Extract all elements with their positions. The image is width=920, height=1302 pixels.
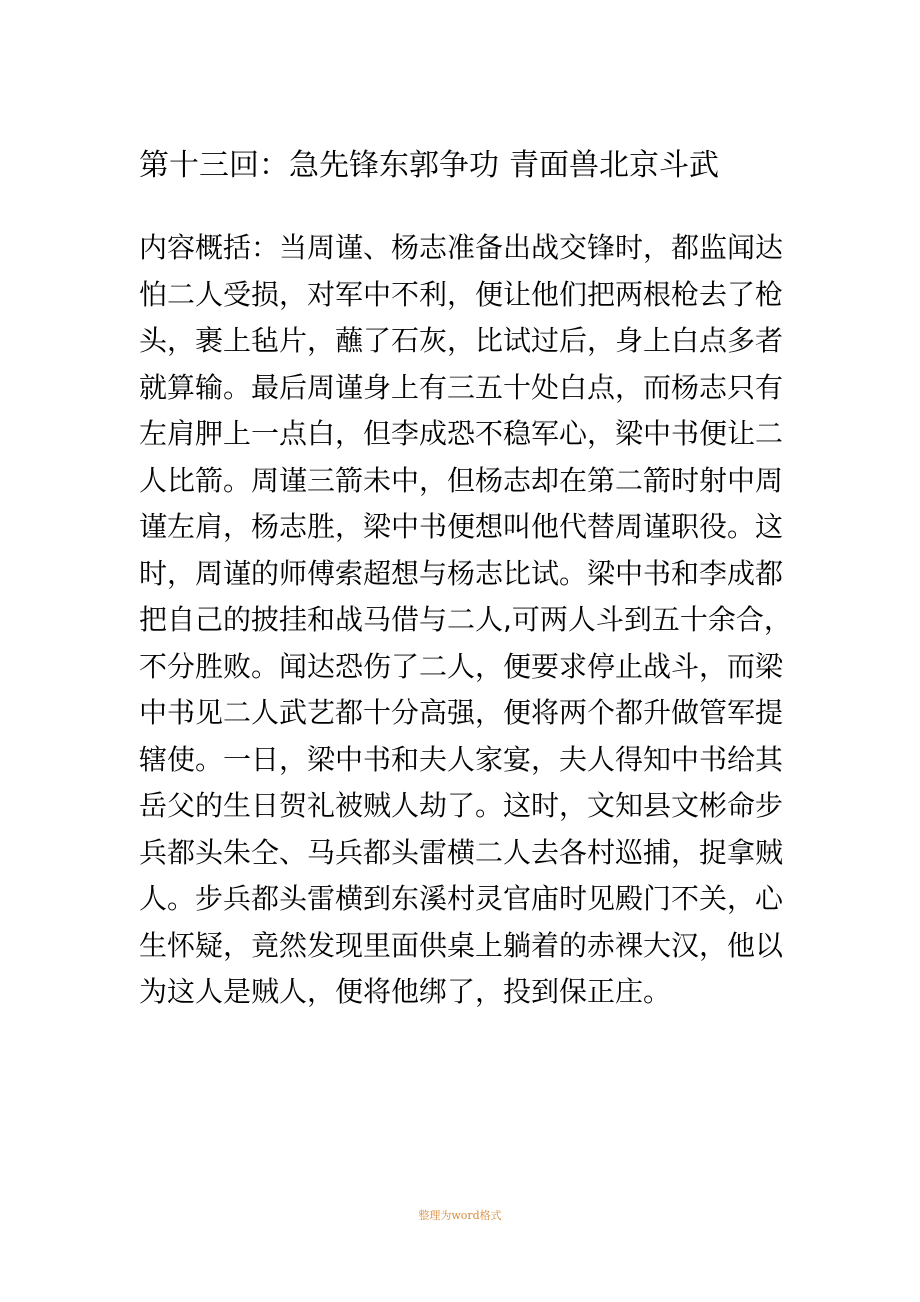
paragraph-line: 人比箭。周谨三箭未中，但杨志却在第二箭时射中周 bbox=[139, 463, 784, 497]
paragraph-line: 人。步兵都头雷横到东溪村灵官庙时见殿门不关，心 bbox=[139, 882, 784, 915]
paragraph-line: 头，裹上毡片，蘸了石灰，比试过后，身上白点多者 bbox=[139, 324, 784, 357]
paragraph-line: 兵都头朱仝、马兵都头雷横二人去各村巡捕，捉拿贼 bbox=[139, 835, 784, 869]
paragraph-line: 怕二人受损，对军中不利，便让他们把两根枪去了枪 bbox=[139, 277, 784, 311]
paragraph-line: 内容概括：当周谨、杨志准备出战交锋时，都监闻达 bbox=[139, 231, 784, 264]
chapter-title-part1: 第十三回：急先锋东郭争功 bbox=[139, 148, 499, 183]
paragraph-line: 左肩胛上一点白，但李成恐不稳军心，梁中书便让二 bbox=[139, 417, 784, 450]
paragraph-line: 中书见二人武艺都十分高强，便将两个都升做管军提 bbox=[139, 696, 784, 729]
paragraph-line: 时，周谨的师傅索超想与杨志比试。梁中书和李成都 bbox=[139, 556, 784, 590]
paragraph-line: 把自己的披挂和战马借与二人,可两人斗到五十余合， bbox=[139, 603, 792, 636]
page-footer: 整理为word格式 bbox=[418, 1209, 502, 1222]
paragraph-line: 为这人是贼人，便将他绑了，投到保正庄。 bbox=[139, 975, 672, 1008]
chapter-title-part2: 青面兽北京斗武 bbox=[509, 148, 719, 183]
paragraph-line: 不分胜败。闻达恐伤了二人，便要求停止战斗，而梁 bbox=[139, 649, 784, 683]
paragraph-line: 生怀疑，竟然发现里面供桌上躺着的赤裸大汉，他以 bbox=[139, 928, 784, 962]
chapter-title bbox=[139, 143, 799, 189]
paragraph-line: 就算输。最后周谨身上有三五十处白点，而杨志只有 bbox=[139, 370, 784, 404]
paragraph-line: 岳父的生日贺礼被贼人劫了。这时，文知县文彬命步 bbox=[139, 789, 784, 822]
paragraph-line: 谨左肩，杨志胜，梁中书便想叫他代替周谨职役。这 bbox=[139, 510, 784, 543]
summary-paragraph bbox=[139, 225, 792, 1016]
paragraph-line: 辖使。一日，梁中书和夫人家宴，夫人得知中书给其 bbox=[139, 742, 784, 776]
